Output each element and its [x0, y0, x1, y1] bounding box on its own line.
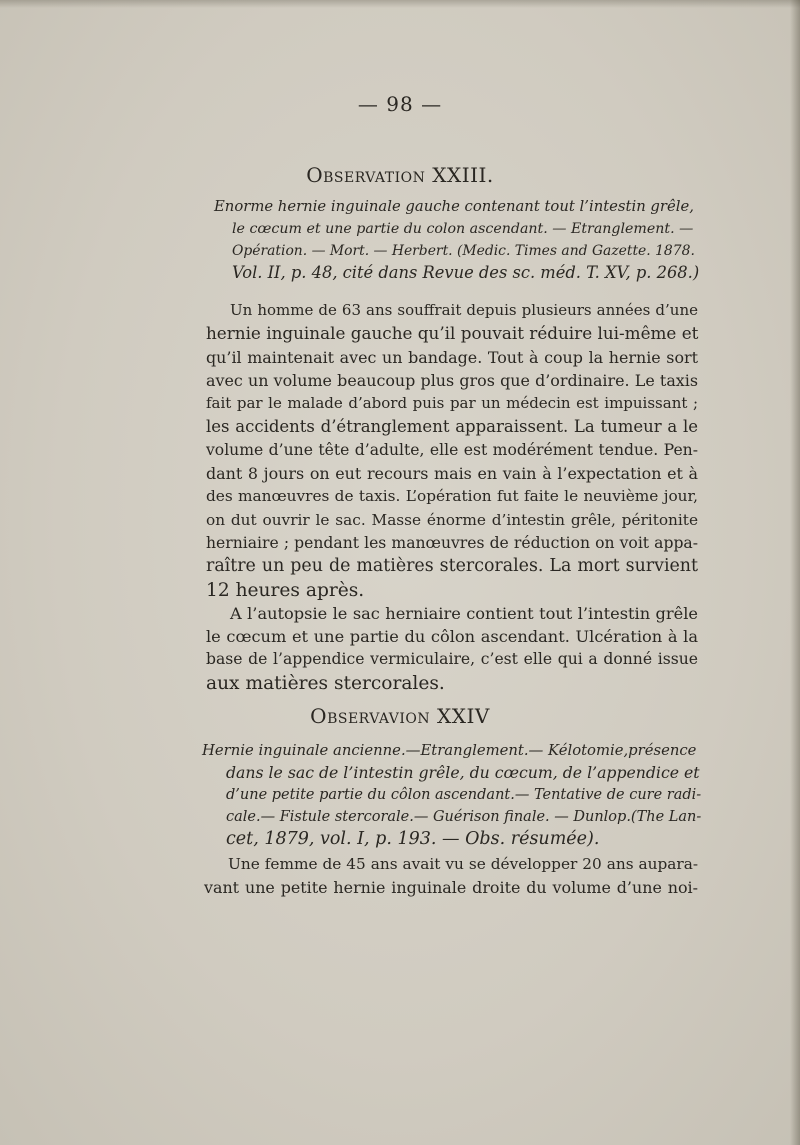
- heading-line: Enorme hernie inguinale gauche contenant tout l’intestin grêle,: [214, 198, 694, 215]
- body-line: raître un peu de matières stercorales. La mort survient: [206, 556, 698, 577]
- body-line: on dut ouvrir le sac. Masse énorme d’intestin grêle, péritonite: [206, 510, 698, 529]
- body-line: des manœuvres de taxis. L’opération fut faite le neuvième jour,: [206, 487, 698, 506]
- body-line: 12 heures après.: [206, 579, 365, 601]
- body-line: dant 8 jours on eut recours mais en vain à l’expectation et à: [206, 464, 698, 484]
- body-line: avec un volume beaucoup plus gros que d’ordinaire. Le taxis: [206, 370, 698, 390]
- observation-24-body: [204, 853, 698, 900]
- page-edge-top: [0, 0, 800, 8]
- body-line: qu’il maintenait avec un bandage. Tout à coup la hernie sort: [206, 347, 698, 367]
- heading-line: cale.— Fistule stercorale.— Guérison finale. — Dunlop.(The Lan-: [226, 809, 702, 825]
- heading-line: d’une petite partie du côlon ascendant.— Tentative de cure radi-: [226, 787, 702, 803]
- body-line: fait par le malade d’abord puis par un médecin est impuissant ;: [206, 394, 698, 413]
- body-line: les accidents d’étranglement apparaissent. La tumeur a le: [206, 417, 698, 437]
- heading-line: Hernie inguinale ancienne.—Etranglement.— Kélotomie,présence: [202, 742, 697, 759]
- body-line: hernie inguinale gauche qu’il pouvait réduire lui-même et: [206, 323, 699, 344]
- observation-23-heading: [214, 196, 700, 284]
- heading-line: dans le sac de l’intestin grêle, du cœcum, de l’appendice et: [226, 763, 700, 782]
- body-line: vant une petite hernie inguinale droite du volume d’une noi-: [204, 878, 698, 898]
- heading-line: cet, 1879, vol. I, p. 193. — Obs. résumée).: [226, 829, 600, 849]
- heading-line: Vol. II, p. 48, cité dans Revue des sc. méd. T. XV, p. 268.): [232, 263, 700, 282]
- observation-23-body: [206, 299, 698, 695]
- body-line: aux matières stercorales.: [206, 672, 445, 694]
- body-line: le cœcum et une partie du côlon ascendant. Ulcération à la: [206, 627, 698, 647]
- observation-24-title: Observavion XXIV: [310, 704, 490, 728]
- observation-24-heading: [202, 740, 702, 850]
- body-line: base de l’appendice vermiculaire, c’est elle qui a donné issue: [206, 650, 698, 669]
- observation-23-title: Observation XXIII.: [306, 163, 494, 187]
- heading-line: Opération. — Mort. — Herbert. (Medic. Times and Gazette. 1878.: [232, 243, 695, 259]
- heading-line: le cœcum et une partie du colon ascendant. — Etranglement. —: [232, 221, 694, 237]
- body-line: A l’autopsie le sac herniaire contient tout l’intestin grêle: [230, 603, 698, 623]
- body-line: herniaire ; pendant les manœuvres de réduction on voit appa-: [206, 533, 698, 552]
- page-number: — 98 —: [357, 92, 443, 116]
- body-line: Une femme de 45 ans avait vu se développer 20 ans aupara-: [228, 855, 698, 873]
- body-line: Un homme de 63 ans souffrait depuis plusieurs années d’une: [230, 301, 698, 319]
- body-line: volume d’une tête d’adulte, elle est modérément tendue. Pen-: [206, 440, 698, 459]
